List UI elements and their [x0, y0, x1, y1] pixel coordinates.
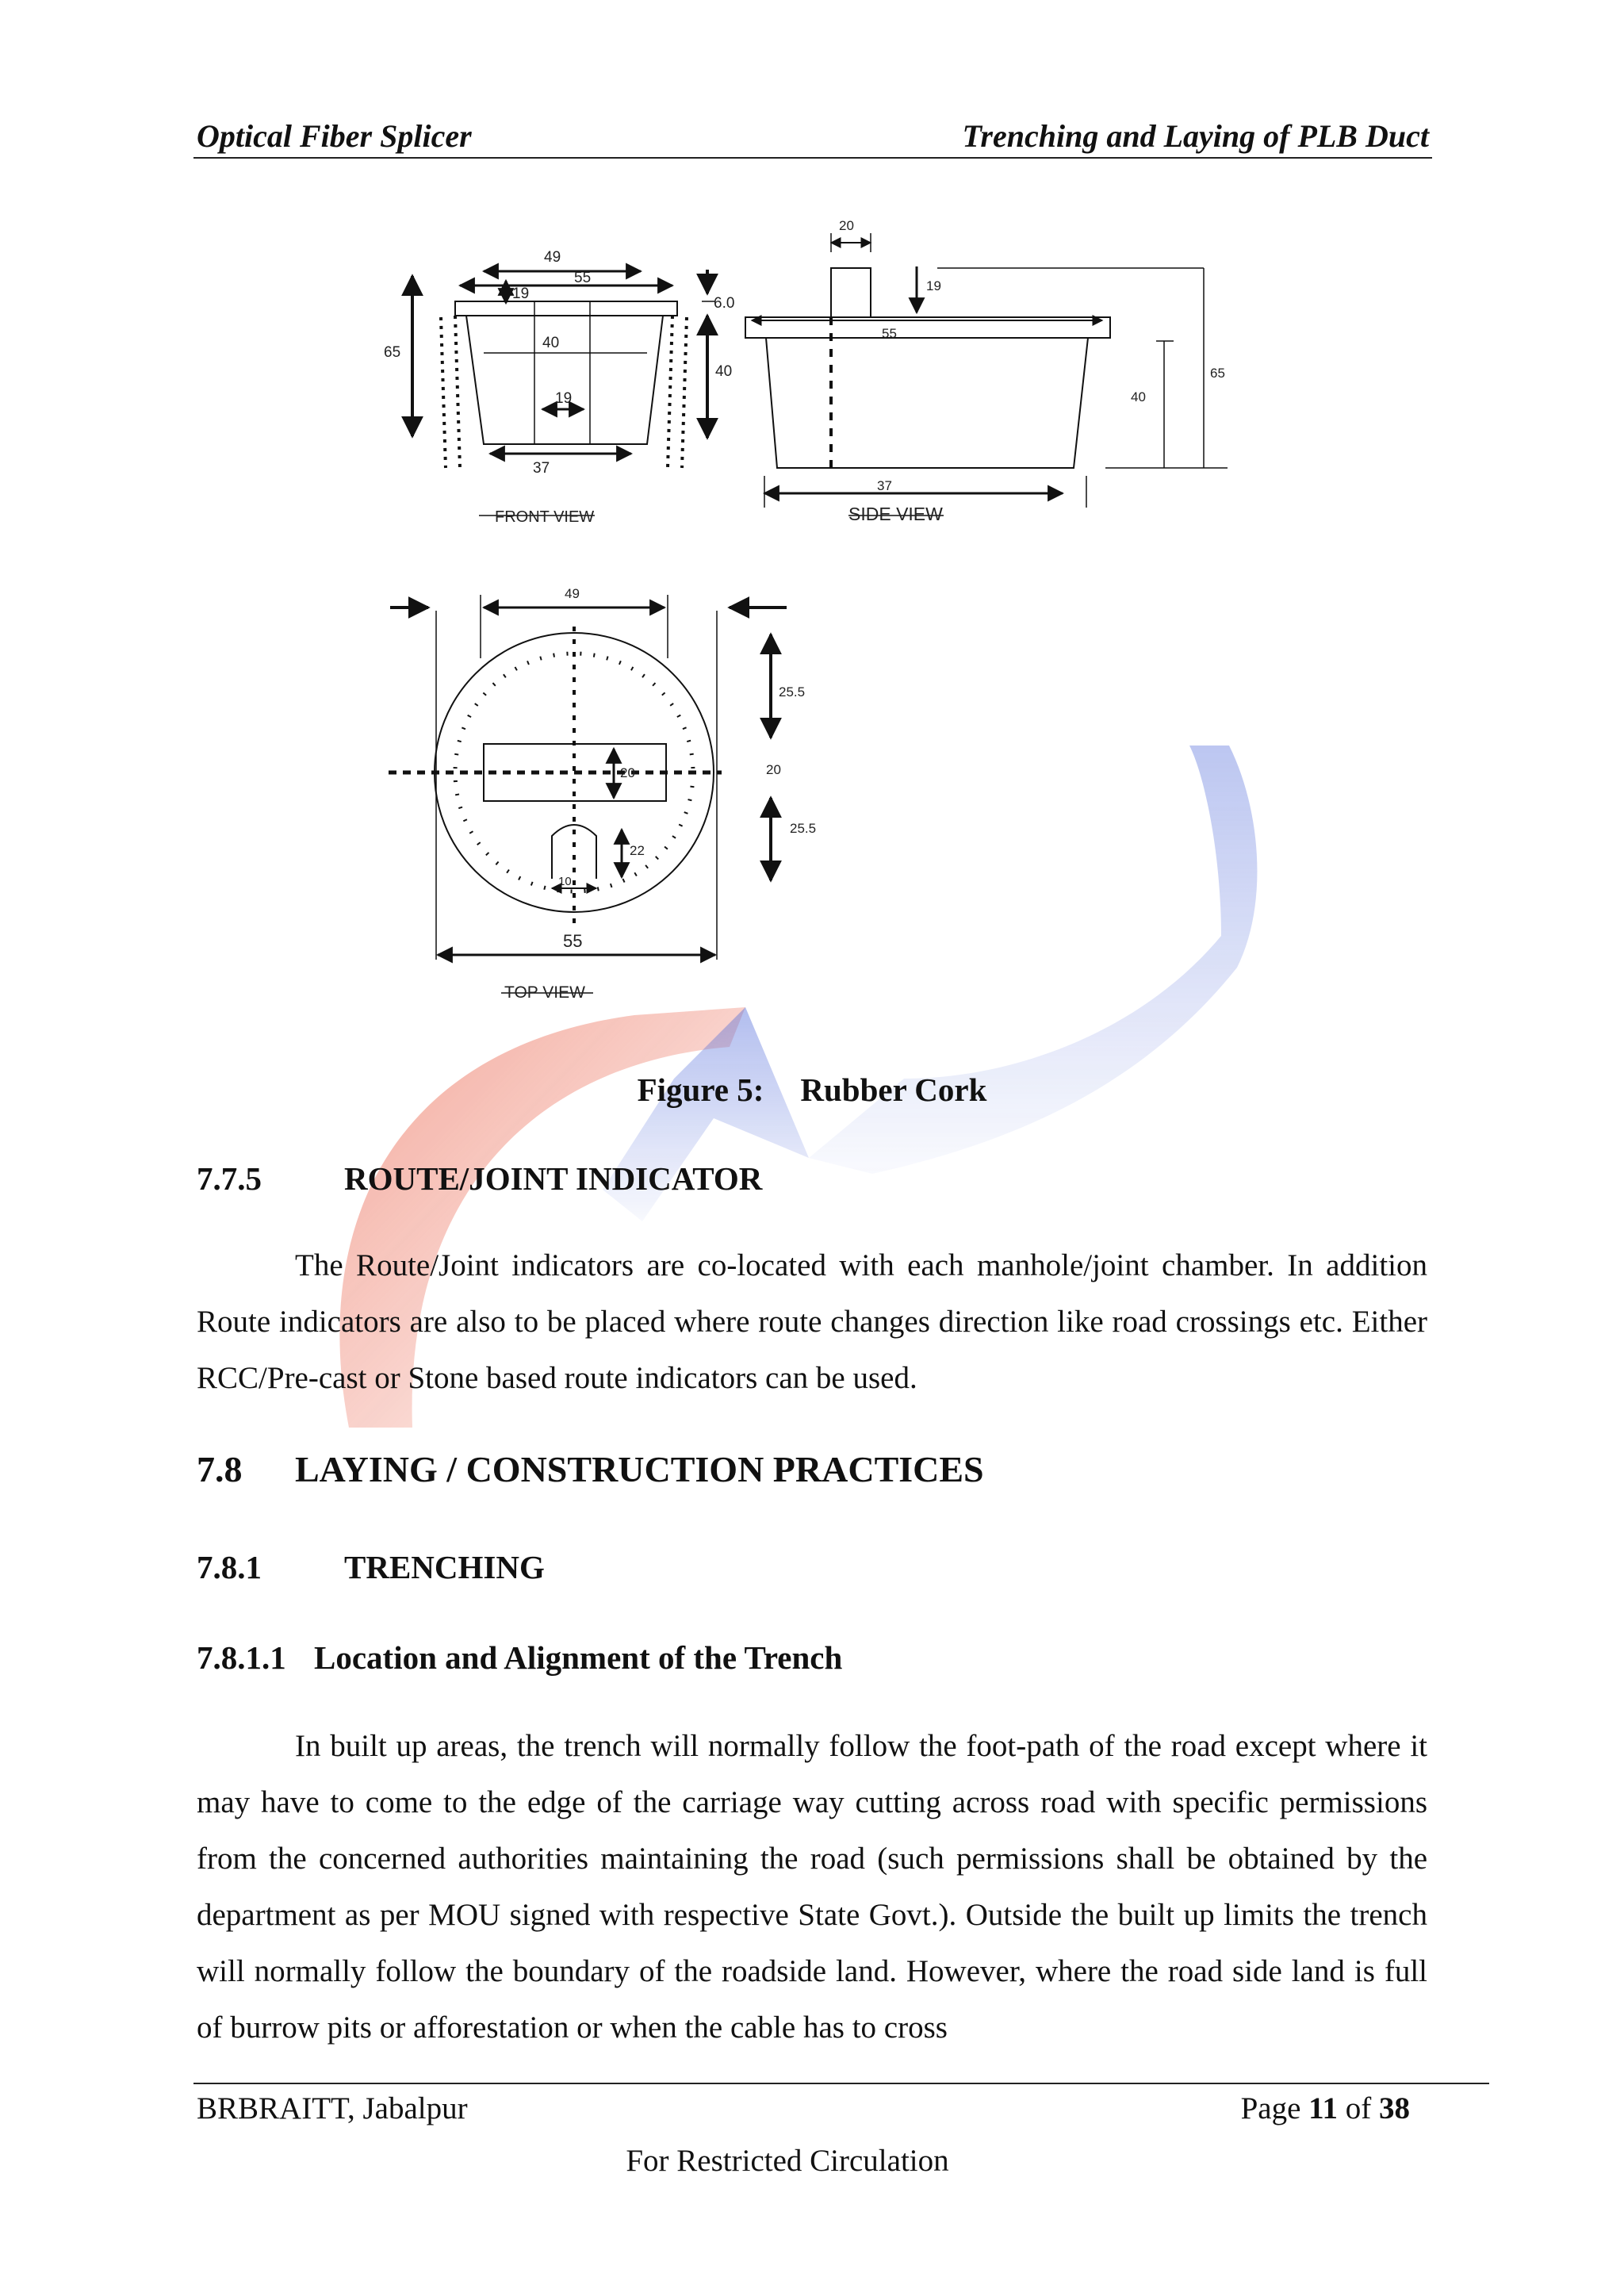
section-title-7-8: LAYING / CONSTRUCTION PRACTICES [295, 1449, 984, 1489]
paragraph-trench-alignment [197, 1718, 1427, 2056]
footer-page-of: of [1345, 2091, 1372, 2125]
side-dim-19: 19 [926, 278, 941, 293]
paragraph-route-indicators [197, 1237, 1427, 1406]
front-dim-40-inner: 40 [542, 335, 560, 351]
footer-page-word: Page [1240, 2091, 1301, 2125]
section-number-7-8-1: 7.8.1 [197, 1549, 262, 1585]
footer-rule [193, 2083, 1489, 2084]
front-dim-55: 55 [574, 270, 592, 286]
section-number-7-7-5: 7.7.5 [197, 1160, 262, 1197]
paragraph-text: In built up areas, the trench will normally follow the foot-path of the road except where it may have to come to the edge of the carriage way cutting across road with specific permissions from the concerned authorities maintaining the road (such permissions shall be obtained by the department as per MOU signed with respective State Govt.). Outside the built up limits the trench will normally follow the boundary of the roadside land. However, where the road side land is full of burrow pits or afforestation or when the cable has to cross [197, 1729, 1427, 2045]
footer-page-total: 38 [1379, 2091, 1410, 2125]
top-dim-20-inner: 20 [620, 765, 635, 780]
footer-page-current: 11 [1308, 2091, 1338, 2125]
section-title-7-7-5: ROUTE/JOINT INDICATOR [344, 1160, 763, 1197]
top-dim-20-outer: 20 [766, 762, 781, 777]
top-dim-25-5-upper: 25.5 [779, 684, 806, 700]
top-dim-25-5-lower: 25.5 [790, 821, 817, 836]
footer-restricted-note: For Restricted Circulation [626, 2144, 949, 2178]
front-dim-49: 49 [544, 249, 561, 266]
top-dim-10: 10 [558, 875, 572, 888]
header-left-title: Optical Fiber Splicer [197, 118, 472, 154]
figure-caption [0, 1071, 1624, 1109]
front-dim-6: 6.0 [714, 295, 735, 312]
section-title-7-8-1-1: Location and Alignment of the Trench [314, 1639, 843, 1676]
front-view-label: FRONT VIEW [495, 508, 595, 526]
front-dim-65: 65 [384, 344, 401, 361]
top-view-drawing [389, 595, 787, 993]
top-view-label: TOP VIEW [504, 983, 585, 1002]
side-dim-40: 40 [1131, 389, 1146, 404]
front-dim-37: 37 [533, 460, 550, 477]
side-dim-55: 55 [882, 326, 897, 341]
header-rule [193, 157, 1432, 159]
section-title-7-8-1: TRENCHING [344, 1549, 545, 1585]
section-number-7-8: 7.8 [197, 1449, 243, 1489]
front-dim-40-outer: 40 [715, 363, 733, 380]
figure-caption-number: Figure 5: [637, 1071, 764, 1108]
top-dim-49: 49 [565, 586, 580, 601]
side-dim-65: 65 [1210, 366, 1225, 381]
side-view-drawing [745, 233, 1228, 516]
rubber-cork-figure [373, 214, 1285, 1023]
footer-page-number [1241, 2091, 1410, 2126]
top-dim-55: 55 [563, 931, 583, 951]
front-dim-19-inner: 19 [555, 390, 573, 407]
section-number-7-8-1-1: 7.8.1.1 [197, 1639, 286, 1676]
paragraph-text: The Route/Joint indicators are co-located with each manhole/joint chamber. In addition Route indicators are also to be placed where route changes direction like road crossings etc. Either RCC/Pre-cast or Stone based route indicators can be used. [197, 1248, 1427, 1395]
top-dim-22: 22 [630, 843, 645, 858]
side-dim-20: 20 [839, 218, 854, 233]
front-dim-19-top: 19 [512, 286, 530, 302]
footer-institute: BRBRAITT, Jabalpur [197, 2091, 468, 2125]
figure-caption-title: Rubber Cork [800, 1071, 987, 1108]
side-view-label: SIDE VIEW [848, 504, 943, 524]
header-right-title: Trenching and Laying of PLB Duct [962, 118, 1429, 154]
side-dim-37: 37 [877, 478, 892, 493]
